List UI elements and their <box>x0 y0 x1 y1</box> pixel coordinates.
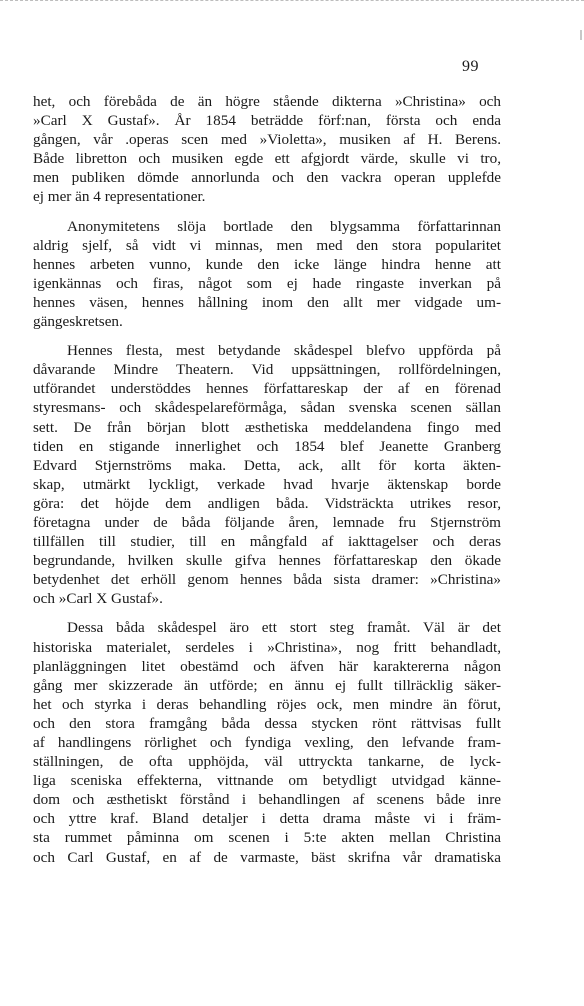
paragraph-1 <box>33 92 501 207</box>
text-line: begrundande, hvilken skulle gifva hennes författareskap den ökade <box>33 552 501 570</box>
text-line: sta rummet påminna om scenen i 5:te akten mellan Christina <box>33 829 501 847</box>
text-line: gängeskretsen. <box>33 313 123 331</box>
text-line: dåvarande Mindre Theatern. Vid uppsättningen, rollfördelningen, <box>33 361 501 379</box>
body-text <box>33 92 501 867</box>
text-line: hennes väsen, hennes hållning inom den allt mer vidgade um- <box>33 293 501 311</box>
text-line: utförandet understöddes hennes författareskap der af en förenad <box>33 380 501 398</box>
scan-edge-mark <box>580 30 582 40</box>
scan-top-edge <box>0 0 584 3</box>
text-line: tiden en stigande innerlighet och 1854 blef Jeanette Granberg <box>33 437 501 455</box>
text-line: Anonymitetens slöja bortlade den blygsamma författarinnan <box>67 217 501 235</box>
text-line: Edvard Stjernströms maka. Detta, ack, allt för korta äkten- <box>33 456 501 474</box>
text-line: ställningen, de ofta upphöjda, väl uttryckta tankarne, de lyck- <box>33 753 501 771</box>
text-line: och »Carl X Gustaf». <box>33 590 163 608</box>
text-line: ej mer än 4 representationer. <box>33 188 206 206</box>
text-line: gången, vår .operas scen med »Violetta», musiken af H. Berens. <box>33 131 501 149</box>
text-line: dom och æsthetiskt förstånd i behandlingen af scenens både inre <box>33 791 501 809</box>
text-line: Dessa båda skådespel äro ett stort steg framåt. Väl är det <box>67 619 501 637</box>
text-line: Hennes flesta, mest betydande skådespel blefvo uppförda på <box>67 342 501 360</box>
text-line: göra: det höjde dem andligen båda. Vidsträckta utrikes resor, <box>33 494 501 512</box>
paragraph-4 <box>33 618 501 866</box>
text-line: aldrig sjelf, så vidt vi minnas, men med den stora popularitet <box>33 236 501 254</box>
text-line: och yttre kraf. Bland detaljer i detta drama måste vi i främ- <box>33 810 501 828</box>
text-line: tillfällen till studier, till en mångfald af iakttagelser och deras <box>33 533 501 551</box>
text-line: het, och förebåda de än högre stående dikterna »Christina» och <box>33 93 501 110</box>
text-line: och den stora framgång båda dessa stycken rönt rättvisas fullt <box>33 714 501 732</box>
page-number: 99 <box>462 58 479 75</box>
text-line: »Carl X Gustaf». År 1854 beträdde förf:nan, första och enda <box>33 112 501 130</box>
text-line: men publiken dömde annorlunda och den vackra operan upplefde <box>33 169 501 187</box>
text-line: styresmans- och skådespelareförmåga, sådan svenska scenen sällan <box>33 399 501 417</box>
text-line: liga sceniska effekterna, vittnande om betydligt utvidgad känne- <box>33 772 501 790</box>
text-line: betydenhet det erhöll genom hennes båda sista dramer: »Christina» <box>33 571 501 589</box>
text-line: het och styrka i deras behandling röjes ock, men mindre än förut, <box>33 695 501 713</box>
text-line: sett. De från början blott æsthetiska meddelandena fingo med <box>33 418 501 436</box>
text-line: historiska materialet, serdeles i »Christina», nog fritt behandladt, <box>33 638 501 656</box>
text-line: hennes arbeten vunno, kunde den icke länge hindra henne att <box>33 255 501 273</box>
text-line: skap, utmärkt lyckligt, verkade hvad hvarje äktenskap borde <box>33 475 501 493</box>
text-line: af handlingens rörlighet och fyndiga vexling, den lefvande fram- <box>33 734 501 751</box>
paragraph-3 <box>33 341 501 608</box>
text-line: gång mer skizzerade än utförde; en ännu ej fullt tillräcklig säker- <box>33 676 501 694</box>
text-line: planläggningen litet obestämd och äfven här karaktererna någon <box>33 657 501 675</box>
text-line: igenkännas och firas, något som ej hade ringaste inverkan på <box>33 274 501 292</box>
paragraph-2 <box>33 217 501 332</box>
text-line: företagna under de båda följande åren, lemnade fru Stjernström <box>33 513 501 531</box>
text-line: Både libretton och musiken egde ett afgjordt värde, skulle vi tro, <box>33 150 501 168</box>
text-line: och Carl Gustaf, en af de varmaste, bäst skrifna vår dramatiska <box>33 848 501 866</box>
